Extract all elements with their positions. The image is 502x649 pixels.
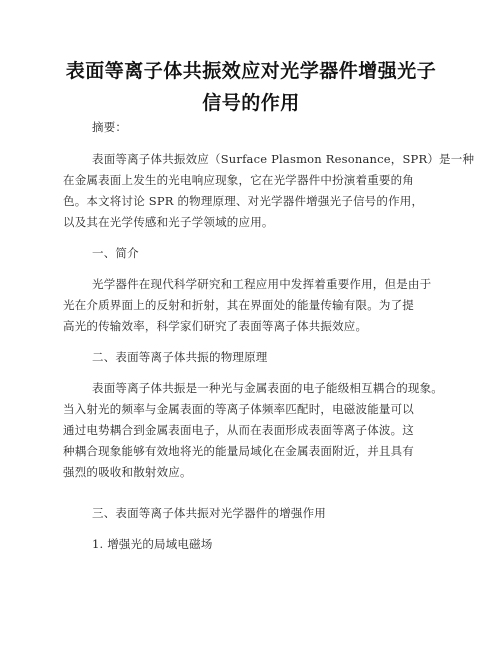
section-2-line-3: 通过电势耦合到金属表面电子，从而在表面形成表面等离子体波。这	[63, 423, 414, 437]
section-2-line-5: 强烈的吸收和散射效应。	[63, 465, 192, 479]
section-3-heading: 三、表面等离子体共振对光学器件的增强作用	[92, 506, 326, 520]
section-1-line-2: 光在介质界面上的反射和折射，其在界面处的能量传输有限。为了提	[63, 298, 414, 312]
section-1-line-3: 高光的传输效率，科学家们研究了表面等离子体共振效应。	[63, 319, 368, 333]
document-title-line-1: 表面等离子体共振效应对光学器件增强光子	[65, 60, 437, 82]
abstract-line-2: 在金属表面上发生的光电响应现象，它在光学器件中扮演着重要的角	[63, 173, 414, 187]
section-2-line-2: 当入射光的频率与金属表面的等离子体频率匹配时，电磁波能量可以	[63, 402, 414, 416]
section-2-line-4: 种耦合现象能够有效地将光的能量局域化在金属表面附近，并且具有	[63, 444, 414, 458]
section-1-heading: 一、简介	[92, 246, 139, 260]
section-1-line-1: 光学器件在现代科学研究和工程应用中发挥着重要作用，但是由于	[92, 277, 432, 291]
section-2-line-1: 表面等离子体共振是一种光与金属表面的电子能级相互耦合的现象。	[92, 381, 443, 395]
document-title-line-2: 信号的作用	[202, 92, 300, 114]
section-2-heading: 二、表面等离子体共振的物理原理	[92, 350, 268, 364]
abstract-line-3: 色。本文将讨论 SPR 的物理原理、对光学器件增强光子信号的作用，	[63, 194, 424, 208]
abstract-label: 摘要：	[92, 120, 128, 134]
subsection-1-heading: 1. 增强光的局域电磁场	[92, 537, 213, 551]
abstract-line-4: 以及其在光学传感和光子学领域的应用。	[63, 215, 274, 229]
abstract-line-1: 表面等离子体共振效应（Surface Plasmon Resonance，SPR）是一种	[92, 152, 475, 166]
